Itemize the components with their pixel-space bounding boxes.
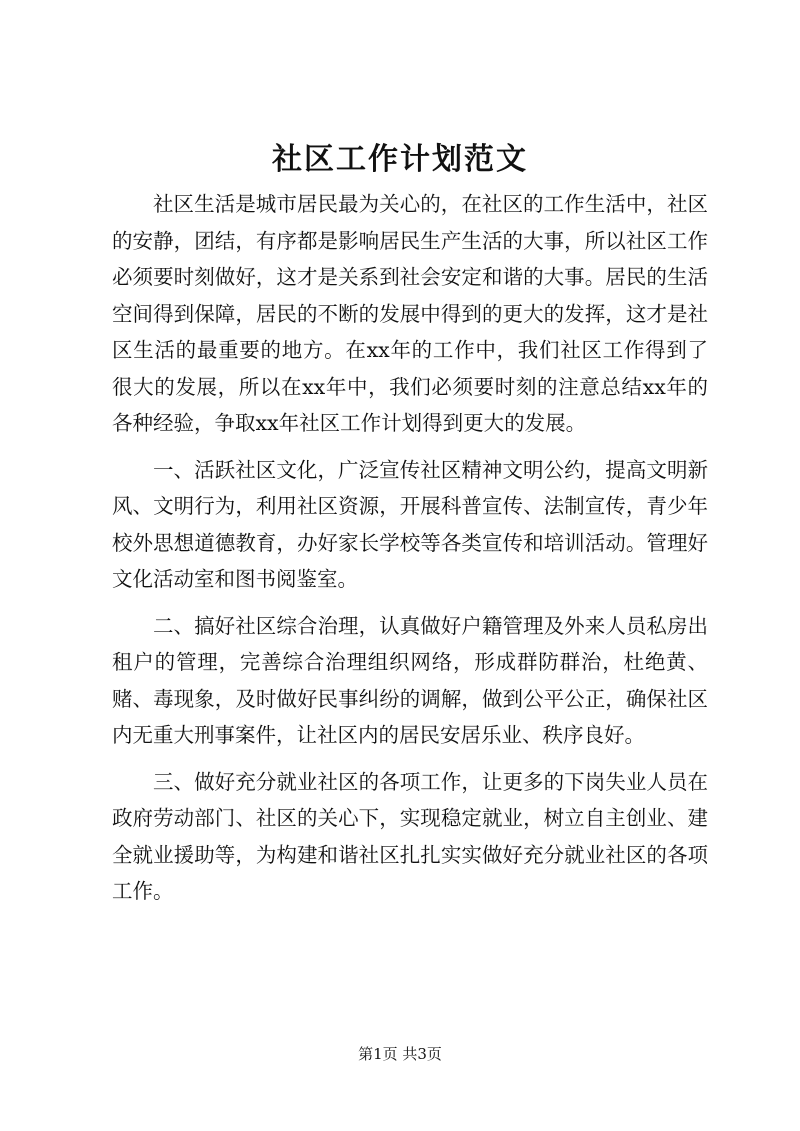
paragraph-item-2: 二、搞好社区综合治理，认真做好户籍管理及外来人员私房出租户的管理，完善综合治理组织网络，形成群防群治，杜绝黄、赌、毒现象，及时做好民事纠纷的调解，做到公平公正，确保社区内无重大刑事案件，让社区内的居民安居乐业、秩序良好。 — [112, 613, 708, 747]
paragraph-item-1: 一、活跃社区文化，广泛宣传社区精神文明公约，提高文明新风、文明行为，利用社区资源，开展科普宣传、法制宣传，青少年校外思想道德教育，办好家长学校等各类宣传和培训活动。管理好文化活动室和图书阅鉴室。 — [112, 457, 708, 591]
paragraph-item-3: 三、做好充分就业社区的各项工作，让更多的下岗失业人员在政府劳动部门、社区的关心下，实现稳定就业，树立自主创业、建全就业援助等，为构建和谐社区扎扎实实做好充分就业社区的各项工作。 — [112, 769, 708, 903]
page-number-footer: 第1页 共3页 — [358, 1045, 442, 1063]
document-body — [112, 186, 708, 912]
document-title: 社区工作计划范文 — [272, 142, 528, 177]
paragraph-intro: 社区生活是城市居民最为关心的，在社区的工作生活中，社区的安静，团结，有序都是影响居民生产生活的大事，所以社区工作必须要时刻做好，这才是关系到社会安定和谐的大事。居民的生活空间得到保障，居民的不断的发展中得到的更大的发挥，这才是社区生活的最重要的地方。在xx年的工作中，我们社区工作得到了很大的发展，所以在xx年中，我们必须要时刻的注意总结xx年的各种经验，争取xx年社区工作计划得到更大的发展。 — [112, 192, 708, 435]
